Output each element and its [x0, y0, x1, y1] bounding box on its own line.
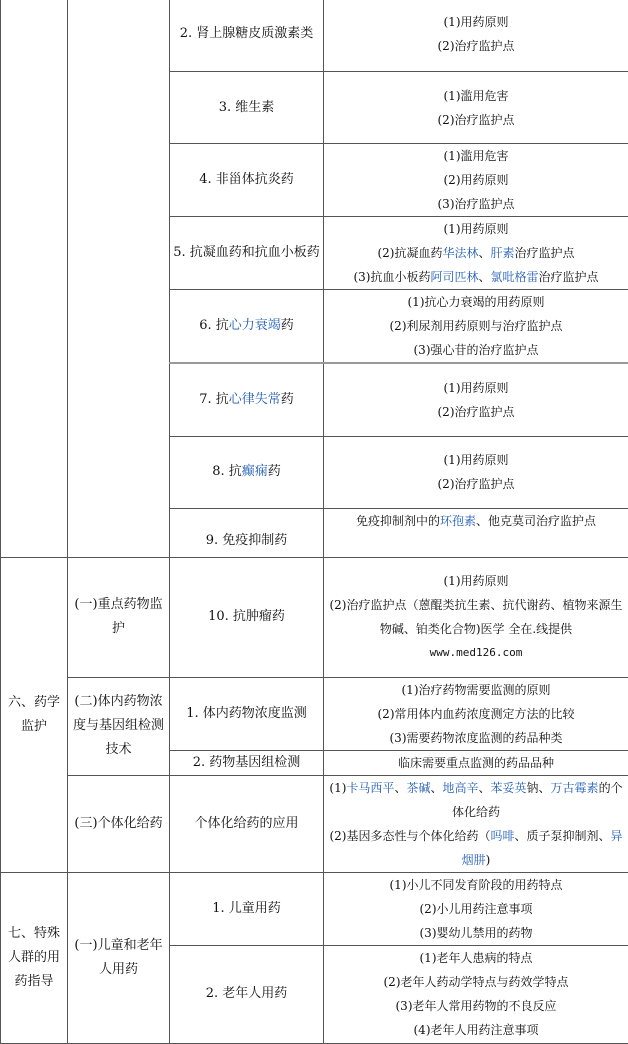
detail-line: (3)需要药物浓度监测的药品种类	[327, 726, 625, 750]
text-segment: (2)抗凝血药	[377, 246, 442, 260]
text-segment: 、	[394, 781, 406, 795]
text-segment: 药	[281, 392, 294, 407]
text-segment: 8. 抗	[212, 464, 242, 479]
detail-line: (1)用药原则	[327, 217, 625, 241]
section7-sub1-label: (一)儿童和老年人用药	[68, 872, 170, 1043]
item-name-5: 5. 抗凝血药和抗血小板药	[170, 217, 324, 290]
text-segment: 治疗监护点	[539, 270, 599, 284]
detail-line: (1)老年人患病的特点	[327, 946, 625, 970]
text-segment: 6. 抗	[199, 318, 229, 333]
item-detail-2	[324, 0, 628, 72]
link-aspirin[interactable]: 阿司匹林	[430, 270, 478, 284]
detail-line: (1)用药原则	[327, 448, 625, 472]
item-name-elderly: 2. 老年人用药	[170, 945, 324, 1043]
link-digoxin[interactable]: 地高辛	[442, 781, 478, 795]
detail-line: (2)常用体内血药浓度测定方法的比较	[327, 702, 625, 726]
item-detail-5	[324, 217, 628, 290]
link-arrhythmia[interactable]: 心律失常	[229, 392, 281, 407]
text-segment: 、	[478, 246, 490, 260]
link-vancomycin[interactable]: 万古霉素	[551, 781, 599, 795]
link-heparin[interactable]: 肝素	[491, 246, 515, 260]
detail-line: (3)老年人常用药物的不良反应	[327, 994, 625, 1018]
link-carbamazepine[interactable]: 卡马西平	[346, 781, 394, 795]
section6-title: 六、药学监护	[1, 557, 68, 872]
section6-sub1-label: (一)重点药物监护	[68, 557, 170, 677]
section6-sub2-label: (二)体内药物浓度与基因组检测技术	[68, 677, 170, 775]
item-detail-7	[324, 363, 628, 436]
detail-line: (1)小儿不同发育阶段的用药特点	[327, 873, 625, 897]
detail-line: (2)治疗监护点	[327, 34, 625, 58]
link-phenytoin[interactable]: 苯妥英	[491, 781, 527, 795]
text-segment: (3)抗血小板药	[353, 270, 430, 284]
detail-line: (4)老年人用药注意事项	[327, 1018, 625, 1042]
item-detail-6	[324, 290, 628, 364]
section7-title: 七、特殊人群的用药指导	[1, 872, 68, 1043]
item-name-9: 9. 免疫抑制药	[170, 508, 324, 557]
detail-line: (2)治疗监护点（蒽醌类抗生素、抗代谢药、植物来源生物碱、铂类化合物)医学 全在.线提供	[327, 593, 625, 641]
detail-line: (3)婴幼儿禁用的药物	[327, 921, 625, 945]
text-segment: 7. 抗	[199, 392, 229, 407]
item-name-10: 10. 抗肿瘤药	[170, 557, 324, 677]
item-name-6	[170, 290, 324, 364]
item-name-plasma-monitoring: 1. 体内药物浓度监测	[170, 677, 324, 750]
section5-merged-cell	[1, 0, 68, 557]
item-detail-3	[324, 72, 628, 144]
item-detail-children	[324, 872, 628, 945]
text-segment: 药	[268, 464, 281, 479]
link-theophylline[interactable]: 茶碱	[406, 781, 430, 795]
text-segment: 免疫抑制剂中的	[356, 514, 440, 528]
item-name-2: 2. 肾上腺糖皮质激素类	[170, 0, 324, 72]
detail-line	[327, 265, 625, 289]
detail-line: (1)滥用危害	[327, 144, 625, 168]
detail-line: (2)利尿剂用药原则与治疗监护点	[327, 314, 625, 338]
link-clopidogrel[interactable]: 氯吡格雷	[491, 270, 539, 284]
item-detail-9	[324, 508, 628, 557]
text-segment: 、	[478, 270, 490, 284]
detail-line: (3)强心苷的治疗监护点	[327, 338, 625, 362]
text-segment: )	[486, 853, 491, 867]
item-name-3: 3. 维生素	[170, 72, 324, 144]
text-segment: 、质子泵抑制剂、	[514, 829, 610, 843]
detail-line: (1)用药原则	[327, 569, 625, 593]
item-name-individualized: 个体化给药的应用	[170, 775, 324, 872]
item-name-children: 1. 儿童用药	[170, 872, 324, 945]
link-isoniazid[interactable]: 异烟肼	[462, 829, 623, 867]
detail-line: (2)用药原则	[327, 168, 625, 192]
detail-line: (2)治疗监护点	[327, 472, 625, 496]
detail-paragraph	[327, 776, 625, 824]
item-detail-individualized	[324, 775, 628, 872]
detail-line: (2)治疗监护点	[327, 108, 625, 132]
text-segment: (1)	[329, 781, 346, 795]
item-detail-elderly	[324, 945, 628, 1043]
item-name-4: 4. 非甾体抗炎药	[170, 144, 324, 217]
detail-line: (1)用药原则	[327, 10, 625, 34]
item-detail-plasma-monitoring	[324, 677, 628, 750]
item-name-7	[170, 363, 324, 436]
detail-line: (3)治疗监护点	[327, 192, 625, 216]
detail-line	[327, 241, 625, 265]
item-detail-10	[324, 557, 628, 677]
detail-paragraph	[327, 824, 625, 872]
link-warfarin[interactable]: 华法林	[442, 246, 478, 260]
link-morphine[interactable]: 吗啡	[490, 829, 514, 843]
detail-line: (1)用药原则	[327, 376, 625, 400]
detail-line: (1)治疗药物需要监测的原则	[327, 678, 625, 702]
detail-line: (1)抗心力衰竭的用药原则	[327, 290, 625, 314]
item-detail-4	[324, 144, 628, 217]
text-segment: (2)基因多态性与个体化给药（	[329, 829, 490, 843]
item-detail-8	[324, 436, 628, 508]
detail-line: (2)小儿用药注意事项	[327, 897, 625, 921]
text-segment: 的个体化给药	[452, 781, 623, 819]
text-segment: 、	[479, 781, 491, 795]
section5-sub-merged-cell	[68, 0, 170, 557]
item-name-genomic-testing: 2. 药物基因组检测	[170, 750, 324, 775]
link-cyclosporine[interactable]: 环孢素	[440, 514, 476, 528]
link-epilepsy[interactable]: 癫痫	[242, 464, 268, 479]
text-segment: 、	[430, 781, 442, 795]
item-name-8	[170, 436, 324, 508]
detail-line: (2)治疗监护点	[327, 400, 625, 424]
detail-line: (2)老年人药动学特点与药效学特点	[327, 970, 625, 994]
link-heart-failure[interactable]: 心力衰竭	[229, 318, 281, 333]
section6-sub3-label: (三)个体化给药	[68, 775, 170, 872]
text-segment: 药	[281, 318, 294, 333]
item-detail-genomic-testing: 临床需要重点监测的药品品种	[324, 750, 628, 775]
text-segment: 钠、	[527, 781, 551, 795]
watermark-url: www.med126.com	[327, 641, 625, 665]
detail-line: (1)滥用危害	[327, 84, 625, 108]
text-segment: 治疗监护点	[515, 246, 575, 260]
text-segment: 、他克莫司治疗监护点	[476, 514, 596, 528]
